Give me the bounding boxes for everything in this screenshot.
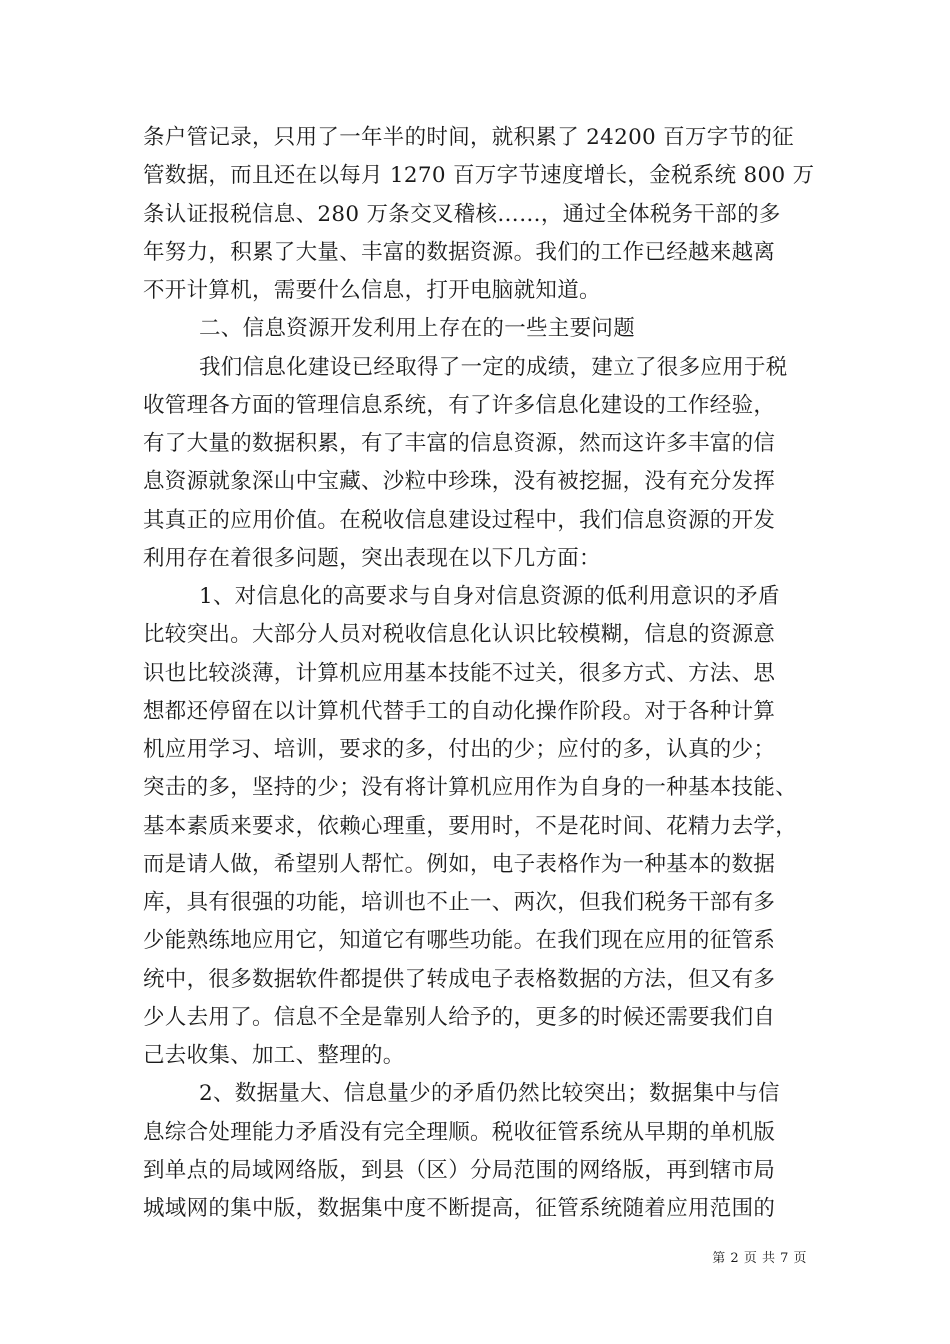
text-line: 库，具有很强的功能，培训也不止一、两次，但我们税务干部有多: [143, 890, 776, 915]
text-line: 己去收集、加工、整理的。: [143, 1043, 405, 1068]
paragraph-start-line: 我们信息化建设已经取得了一定的成绩，建立了很多应用于税: [199, 354, 788, 380]
text-line: 城域网的集中版，数据集中度不断提高，征管系统随着应用范围的: [143, 1196, 776, 1221]
text-line: 到单点的局域网络版，到县（区）分局范围的网络版，再到辖市局: [143, 1157, 776, 1183]
text-line: 利用存在着很多问题，突出表现在以下几方面：: [143, 545, 601, 571]
text-line: 少能熟练地应用它，知道它有哪些功能。在我们现在应用的征管系: [143, 928, 776, 954]
body-text: [143, 119, 815, 1228]
list-item-1-start: 1、对信息化的高要求与自身对信息资源的低利用意识的矛盾: [199, 584, 780, 609]
text-line: 不开计算机，需要什么信息，打开电脑就知道。: [143, 278, 601, 303]
text-line: 识也比较淡薄，计算机应用基本技能不过关，很多方式、方法、思: [143, 660, 776, 686]
section-heading: 二、信息资源开发利用上存在的一些主要问题: [199, 316, 636, 342]
text-line: 条认证报税信息、280 万条交叉稽核……，通过全体税务干部的多: [143, 201, 781, 227]
text-line: 年努力，积累了大量、丰富的数据资源。我们的工作已经越来越离: [143, 239, 776, 265]
text-line: 条户管记录，只用了一年半的时间，就积累了 24200 百万字节的征: [143, 125, 794, 150]
text-line: 统中，很多数据软件都提供了转成电子表格数据的方法，但又有多: [143, 966, 776, 992]
text-line: 突击的多，坚持的少；没有将计算机应用作为自身的一种基本技能、: [143, 775, 798, 801]
text-line: 比较突出。大部分人员对税收信息化认识比较模糊，信息的资源意: [143, 622, 776, 648]
text-line: 息综合处理能力矛盾没有完全理顺。税收征管系统从早期的单机版: [143, 1119, 776, 1145]
text-line: 管数据，而且还在以每月 1270 百万字节速度增长，金税系统 800 万: [143, 163, 815, 189]
text-line: 想都还停留在以计算机代替手工的自动化操作阶段。对于各种计算: [143, 698, 776, 724]
text-line: 机应用学习、培训，要求的多，付出的少；应付的多，认真的少；: [143, 737, 776, 762]
page-number-footer: 第 2 页 共 7 页: [712, 1251, 807, 1266]
text-line: 其真正的应用价值。在税收信息建设过程中，我们信息资源的开发: [143, 507, 776, 533]
text-line: 而是请人做，希望别人帮忙。例如，电子表格作为一种基本的数据: [143, 851, 776, 877]
text-line: 少人去用了。信息不全是靠别人给予的，更多的时候还需要我们自: [143, 1004, 776, 1030]
text-line: 收管理各方面的管理信息系统，有了许多信息化建设的工作经验，: [143, 392, 776, 418]
text-line: 息资源就象深山中宝藏、沙粒中珍珠，没有被挖掘，没有充分发挥: [143, 469, 776, 495]
text-line: 基本素质来要求，依赖心理重，要用时，不是花时间、花精力去学，: [143, 813, 798, 839]
list-item-2-start: 2、数据量大、信息量少的矛盾仍然比较突出；数据集中与信: [199, 1081, 780, 1107]
text-line: 有了大量的数据积累，有了丰富的信息资源，然而这许多丰富的信: [143, 431, 776, 456]
